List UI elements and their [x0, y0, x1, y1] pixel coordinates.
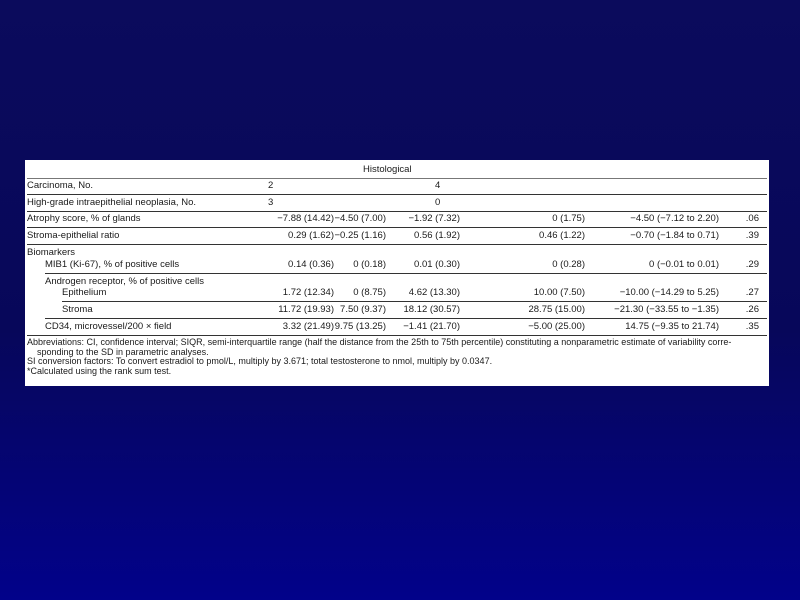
footnote-abbreviations: Abbreviations: CI, confidence interval; SIQR, semi-interquartile range (half the distance from the 25th to 75th percentile) constituting a nonparametric estimate of variability corre-	[27, 337, 732, 347]
table-panel	[25, 160, 769, 386]
cell: −21.30 (−33.55 to −1.35)	[614, 304, 719, 315]
divider	[27, 227, 767, 228]
cell: 11.72 (19.93)	[278, 304, 334, 315]
cell: −10.00 (−14.29 to 5.25)	[619, 287, 719, 298]
cell: 3.32 (21.49)	[282, 321, 334, 332]
cell: 0 (1.75)	[552, 213, 585, 224]
p-value-cell: .35	[745, 321, 759, 332]
footnote-abbreviations-cont: sponding to the SD in parametric analyses.	[37, 346, 209, 357]
p-value-cell: .27	[745, 287, 759, 298]
row-label: CD34, microvessel/200 × field	[45, 321, 172, 332]
divider	[27, 194, 767, 195]
cell: −4.50 (−7.12 to 2.20)	[630, 213, 719, 224]
cell: 18.12 (30.57)	[403, 304, 460, 315]
row-label: Stroma	[62, 304, 93, 315]
cell: 9.75 (13.25)	[334, 321, 386, 332]
cell: 0 (0.18)	[353, 259, 386, 270]
divider	[27, 335, 767, 336]
footnotes	[27, 338, 767, 376]
cell: 3	[268, 197, 274, 208]
cell: −7.88 (14.42)	[277, 213, 334, 224]
divider	[27, 211, 767, 212]
p-value-cell: .06	[745, 213, 759, 224]
cell: 0.14 (0.36)	[288, 259, 334, 270]
cell: 0 (−0.01 to 0.01)	[649, 259, 719, 270]
p-value-cell: .29	[745, 259, 759, 270]
cell: 0.29 (1.62)	[288, 230, 334, 241]
p-value-cell: .39	[745, 230, 759, 241]
cell: 0.46 (1.22)	[539, 230, 585, 241]
row-label: High-grade intraepithelial neoplasia, No.	[27, 197, 196, 208]
divider	[45, 273, 767, 274]
row-label: MIB1 (Ki-67), % of positive cells	[45, 259, 180, 270]
cell: 0.01 (0.30)	[414, 259, 460, 270]
cell: 0.56 (1.92)	[414, 230, 460, 241]
footnote-rank-sum: *Calculated using the rank sum test.	[27, 365, 172, 376]
androgen-receptor-label: Androgen receptor, % of positive cells	[45, 276, 204, 287]
cell: −1.92 (7.32)	[408, 213, 460, 224]
histological-header: Histological	[363, 164, 412, 175]
cell: 4	[435, 180, 441, 191]
cell: −1.41 (21.70)	[403, 321, 460, 332]
biomarkers-label: Biomarkers	[27, 247, 76, 258]
cell: 28.75 (15.00)	[528, 304, 585, 315]
cell: 0	[435, 197, 441, 208]
cell: −5.00 (25.00)	[528, 321, 585, 332]
cell: 0 (8.75)	[353, 287, 386, 298]
divider	[27, 178, 767, 179]
footnote-si-conversion: SI conversion factors: To convert estradiol to pmol/L, multiply by 3.671; total testosterone to nmol, multiply by 0.0347.	[27, 356, 493, 366]
cell: 7.50 (9.37)	[340, 304, 386, 315]
cell: −4.50 (7.00)	[334, 213, 386, 224]
cell: 0 (0.28)	[552, 259, 585, 270]
cell: 2	[268, 180, 274, 191]
divider	[62, 301, 767, 302]
cell: −0.70 (−1.84 to 0.71)	[630, 230, 719, 241]
cell: 4.62 (13.30)	[408, 287, 460, 298]
row-label: Carcinoma, No.	[27, 180, 93, 191]
row-label: Atrophy score, % of glands	[27, 213, 141, 224]
cell: 1.72 (12.34)	[282, 287, 334, 298]
divider	[45, 318, 767, 319]
row-label: Stroma-epithelial ratio	[27, 230, 120, 241]
row-label: Epithelium	[62, 287, 107, 298]
divider	[27, 244, 767, 245]
cell: 10.00 (7.50)	[533, 287, 585, 298]
cell: −0.25 (1.16)	[334, 230, 386, 241]
cell: 14.75 (−9.35 to 21.74)	[625, 321, 719, 332]
p-value-cell: .26	[745, 304, 759, 315]
